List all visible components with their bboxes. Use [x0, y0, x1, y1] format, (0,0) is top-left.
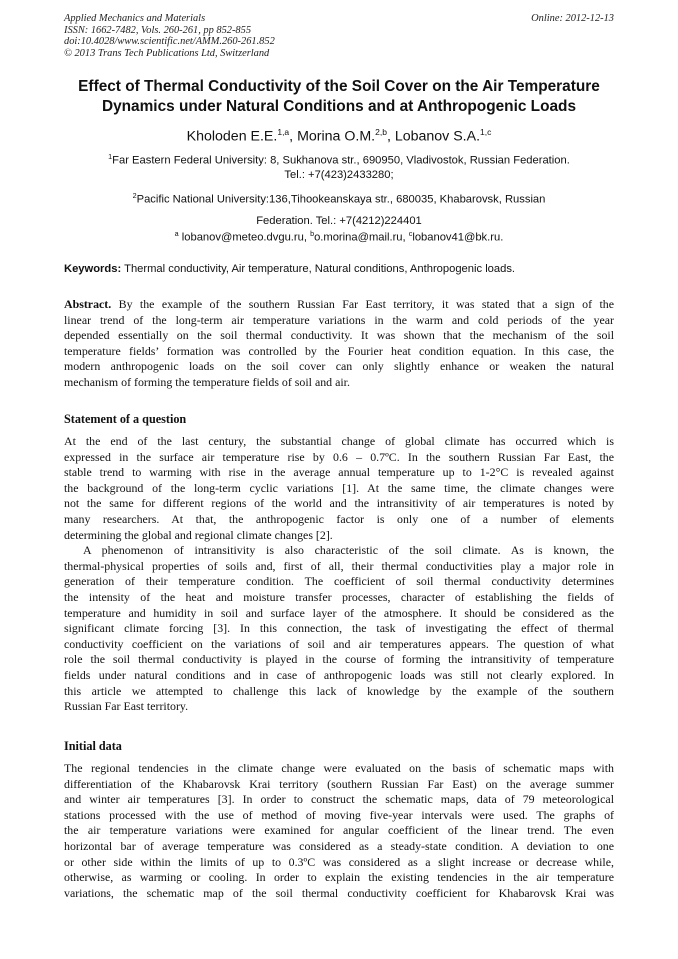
keywords-text: Thermal conductivity, Air temperature, Natural conditions, Anthropogenic loads.: [121, 263, 516, 275]
body-line: conductivity coefficient on the variations of soil and air temperatures appears. The question of what: [64, 636, 614, 651]
body-line: not the same for different regions of the world and the intransitivity of air temperatures is noted by: [64, 496, 614, 511]
keywords-label: Keywords:: [64, 263, 122, 275]
body-line: and winter air temperatures [3]. In order to construct the schematic maps, data of 79 meteorological: [64, 792, 614, 807]
author-list: Kholoden E.E.$^{1,a}$, Morina O.M.$^{2,b}$, Lobanov S.A.$^{1,c}$: [186, 127, 492, 145]
aff1-line-2: Tel.: +7(423)2433280;: [284, 169, 394, 182]
body-line: expressed in the surface air temperature rise by 0.6 – 0.7ºC. In the southern Russian Far East, the: [64, 449, 614, 464]
abstract-line: temperature fields’ formation was controlled by the Fourier heat condition equation. In this case, the: [64, 343, 614, 358]
body-line: the air temperature variations were examined for angular coefficient of the linear trend. The even: [64, 823, 614, 838]
abstract-line: mechanism of forming the temperature fields of soil and air.: [64, 374, 350, 389]
abstract-line: depended essentially on the soil thermal conductivity. It was shown that the mechanism of the soil: [64, 328, 614, 343]
doi-line: doi:10.4028/www.scientific.net/AMM.260-261.852: [64, 36, 275, 48]
email-b-sup: b: [310, 229, 315, 238]
body-line: or other side within the limits of up to 0.3ºC was considered as a slight increase or decrease while,: [64, 854, 614, 869]
body-line: A phenomenon of intransitivity is also characteristic of the soil climate. As is known, the: [83, 543, 614, 558]
email-a: lobanov@meteo.dvgu.ru,: [178, 231, 311, 244]
issn-line: ISSN: 1662-7482, Vols. 260-261, pp 852-855: [64, 24, 252, 36]
body-line: determining the global and regional climate changes [2].: [64, 527, 333, 542]
body-line: this article we attempted to challenge this lack of knowledge by the example of the southern: [64, 683, 614, 698]
copyright-line: © 2013 Trans Tech Publications Ltd, Switzerland: [64, 47, 270, 59]
body-line: differentiation of the Khabarovsk Krai territory (southern Russian Far East) on the average summer: [64, 776, 614, 791]
section-heading: Initial data: [64, 739, 122, 753]
abstract-line: modern anthropogenic loads on the soil cover can only slightly enhance or weaken the natural: [64, 359, 614, 374]
section-heading: Statement of a question: [64, 412, 187, 426]
abstract-line-text: By the example of the southern Russian Far East territory, it was stated that a sign of the: [111, 297, 614, 311]
body-line: significant climate forcing [3]. In this connection, the task of investigating the effect of thermal: [64, 621, 614, 636]
journal-header: [64, 13, 444, 59]
abstract: [64, 297, 614, 391]
body-line: many researchers. At that, the anthropogenic factor is only one of a number of elements: [64, 511, 614, 526]
body-line: variations, the schematic map of the soil thermal conductivity coefficient for Khabarovsk Krai was: [64, 885, 614, 900]
title-line-1: Effect of Thermal Conductivity of the Soil Cover on the Air Temperature: [78, 78, 600, 95]
author-2-sup: 2,b: [375, 127, 387, 137]
author-1: Kholoden E.E.: [186, 128, 278, 145]
journal-name: Applied Mechanics and Materials: [64, 13, 206, 24]
body-line: temperature and humidity in soil and surface layer of the atmosphere. It should be considered as the: [64, 605, 614, 620]
affiliation-1: [40, 150, 638, 183]
body-line: role the soil thermal conductivity is played in the course of forming the intransitivity of temperature: [64, 652, 614, 667]
aff2-line-2: Federation. Tel.: +7(4212)224401: [256, 214, 422, 227]
abstract-line: [64, 297, 614, 313]
body-line: stable trend to warming with rise in the average annual temperature up to 1-2°C is revealed against: [64, 465, 614, 480]
body-line: stations processed with the use of method of moving five-year intervals were used. The graphs of: [64, 807, 614, 822]
affiliation-2: [40, 185, 638, 232]
body-line: the intensity of the heat and moisture transfer processes, character of establishing the fields of: [64, 589, 614, 604]
aff1-sup: 1: [108, 152, 113, 161]
body-line: otherwise, as warming or cooling. In order to explain the existing tendencies in the air temperature: [64, 870, 614, 885]
body-line: generation of their temperature condition. The coefficient of soil thermal conductivity determines: [64, 574, 614, 589]
email-line: [40, 227, 638, 245]
title-line-2: Dynamics under Natural Conditions and at Anthropogenic Loads: [101, 97, 576, 115]
author-2: Morina O.M.: [297, 128, 376, 145]
abstract-line: linear trend of the long-term air temperature variations in the warm and cold periods of the year: [64, 312, 614, 327]
author-3: Lobanov S.A.: [394, 128, 481, 145]
author-1-sup: 1,a: [277, 127, 290, 137]
keywords: [64, 262, 624, 276]
aff2-sup: 2: [132, 191, 137, 200]
aff2-line-1: Pacific National University:136,Tihookeanskaya str., 680035, Khabarovsk, Russian: [136, 193, 546, 206]
body-line: At the end of the last century, the substantial change of global climate has occurred which is: [64, 434, 614, 448]
email-c-sup: c: [408, 229, 413, 238]
body-line: The regional tendencies in the climate change were evaluated on the basis of schematic maps with: [64, 761, 614, 775]
email-c: lobanov41@bk.ru.: [412, 231, 504, 244]
email-b: o.morina@mail.ru,: [314, 231, 409, 244]
body-line: fields under natural conditions and in case of anthropogenic loads was still not clearly explored. In: [64, 667, 614, 682]
email-a-sup: a: [174, 229, 179, 238]
section-statement-body: [64, 434, 614, 715]
body-line: Russian Far East territory.: [64, 699, 189, 714]
paper-title: [40, 77, 638, 116]
body-line: horizontal bar of average temperature was considered as a steady-state condition. A deviation to one: [64, 838, 614, 853]
section-initial-data-body: [64, 761, 614, 901]
abstract-label: Abstract.: [64, 297, 112, 311]
body-line: thermal-physical properties of soils and, first of all, their thermal conductivities play a major role in: [64, 558, 614, 573]
aff1-line-1: Far Eastern Federal University: 8, Sukhanova str., 690950, Vladivostok, Russian Federation.: [112, 154, 570, 167]
online-date: Online: 2012-12-13: [531, 13, 614, 24]
author-3-sup: 1,c: [480, 127, 492, 137]
body-line: the background of the long-term cyclic variations [1]. At the same time, the climate changes were: [64, 480, 614, 495]
